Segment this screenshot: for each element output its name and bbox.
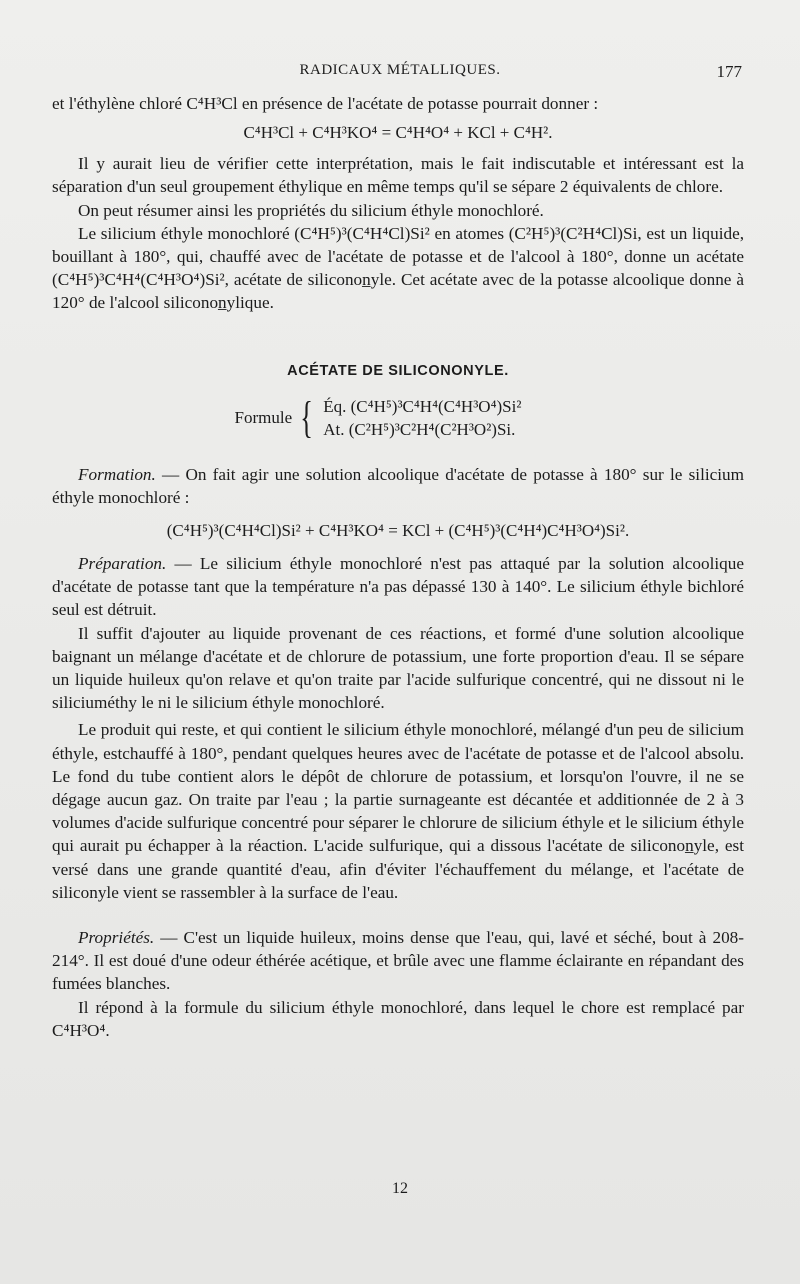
formation-text: — On fait agir une solution alcoolique d'acétate de potasse à 180° sur le silicium éthyle monochloré : xyxy=(52,464,744,507)
formula-block xyxy=(52,392,744,442)
formation-title: Formation. xyxy=(78,464,156,484)
paragraph-preparation xyxy=(52,552,744,622)
running-title: RADICAUX MÉTALLIQUES. xyxy=(299,62,501,78)
paragraph-formation xyxy=(52,463,744,509)
preparation-title: Préparation. xyxy=(78,554,167,574)
equation-formation: (C⁴H⁵)³(C⁴H⁴Cl)Si² + C⁴H³KO⁴ = KCl + (C⁴H⁵)³(C⁴H⁴)C⁴H³O⁴)Si². xyxy=(166,521,630,541)
formula-equivalents: Éq. (C⁴H⁵)³C⁴H⁴(C⁴H³O⁴)Si² xyxy=(323,396,522,416)
page-body xyxy=(52,92,744,1042)
paragraph-proprietes xyxy=(52,926,744,996)
paragraph-separation: Il suffit d'ajouter au liquide provenant de ces réactions, et formé d'une solution alcoolique baignant un mélange d'acétate et de chlorure de potassium, une forte proportion d'eau. Il se sépare un liquide huileux qu'on relave et qu'on traite par l'acide sulfurique concentré, qui ne dissout ni le siliciuméthy le ni le silicium éthyle monochloré. xyxy=(52,623,744,713)
brace-symbol: { xyxy=(300,392,314,442)
formula-label: Formule xyxy=(234,407,293,427)
paragraph-product: Le produit qui reste, et qui contient le silicium éthyle monochloré, mélangé d'un peu de silicium éthyle, estchauffé à 180°, pendant quelques heures avec de l'acétate de potasse et de l'alcool absolu. Le fond du tube contient alors le dépôt de chlorure de potassium, et lorsqu'on l'ouvre, il ne se dégage aucun gaz. On traite par l'eau ; la partie surnageante est décantée et additionnée de 2 à 3 volumes d'acide sulfurique concentré pour séparer le chlorure de silicium éthyle et le silicium éthyle qui aurait pu échapper à la réaction. L'acide sulfurique, qui a dissous l'acétate de siliconon̲yle, est versé dans une grande quantité d'eau, afin d'éviter l'échauffement du mélange, et l'acétate de siliconyle vient se rassembler à la surface de l'eau. xyxy=(52,720,744,902)
paragraph-interpretation: Il y aurait lieu de vérifier cette interprétation, mais le fait indiscutable et intéressant est la séparation d'un seul groupement éthylique en même temps qu'il se sépare 2 équivalents de chlore. xyxy=(52,154,744,197)
paragraph-formula-note: Il répond à la formule du silicium éthyle monochloré, dans lequel le chore est remplacé par C⁴H³O⁴. xyxy=(52,997,744,1040)
proprietes-text: — C'est un liquide huileux, moins dense que l'eau, qui, lavé et séché, bout à 208-214°. Il est doué d'une odeur éthérée acétique, et brûle avec une flamme éclairante en répandant des fumées blanches. xyxy=(52,928,744,994)
paragraph-summary-intro: On peut résumer ainsi les propriétés du silicium éthyle monochloré. xyxy=(78,200,544,220)
proprietes-title: Propriétés. xyxy=(78,928,155,948)
page-header xyxy=(56,60,744,84)
preparation-text: — Le silicium éthyle monochloré n'est pas attaqué par la solution alcoolique d'acétate de potasse tant que la température n'a pas dépassé 130 à 140°. Le silicium éthyle bichloré seul est détruit. xyxy=(52,554,744,620)
paragraph-intro: et l'éthylène chloré C⁴H³Cl en présence de l'acétate de potasse pourrait donner : xyxy=(52,94,599,113)
paragraph-monochlore-properties: Le silicium éthyle monochloré (C⁴H⁵)³(C⁴H⁴Cl)Si² en atomes (C²H⁵)³(C²H⁴Cl)Si, est un liquide, bouillant à 180°, qui, chauffé avec de l'acétate de potasse et de l'alcool à 180°, donne un acétate (C⁴H⁵)³C⁴H⁴(C⁴H³O⁴)Si², acétate de siliconon̲yle. Cet acétate avec de la potasse alcoolique donne à 120° de l'alcool siliconon̲ylique. xyxy=(52,223,744,313)
equation-decomposition: C⁴H³Cl + C⁴H³KO⁴ = C⁴H⁴O⁴ + KCl + C⁴H². xyxy=(243,123,553,143)
formula-rows xyxy=(323,395,521,441)
page-number: 177 xyxy=(716,62,742,81)
section-heading: ACÉTATE DE SILICONONYLE. xyxy=(287,362,509,379)
signature-mark: 12 xyxy=(392,1180,408,1197)
formula-atoms: At. (C²H⁵)³C²H⁴(C²H³O²)Si. xyxy=(323,419,516,439)
